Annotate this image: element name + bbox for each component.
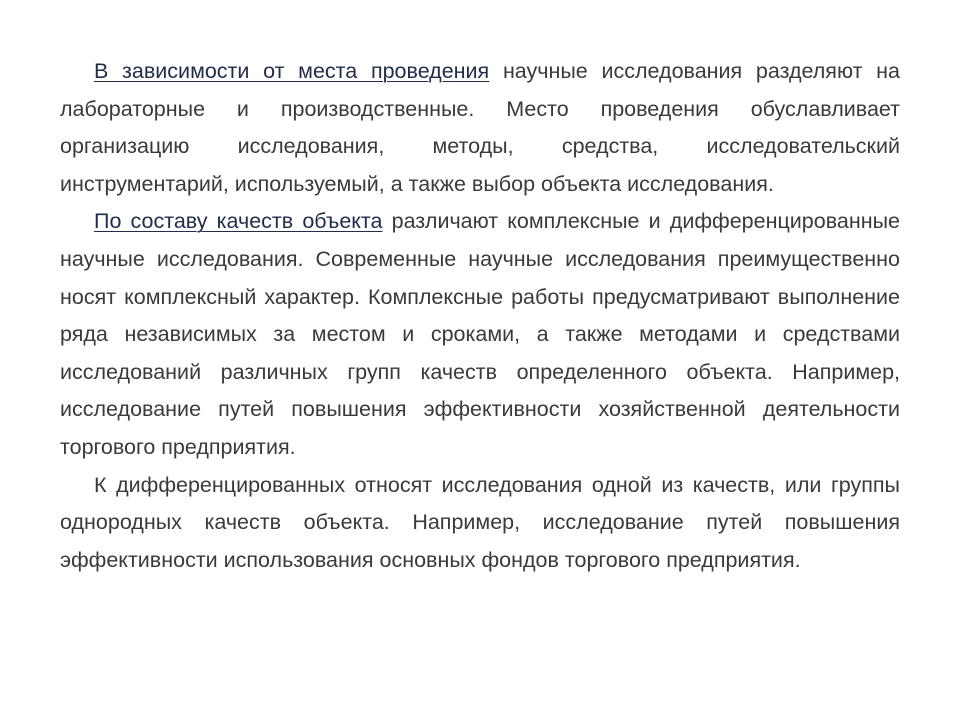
paragraph-text: К дифференцированных относят исследования одной из качеств, или группы однородных качеств объекта. Например, исследование путей повышения эффективности использования основных фондов торгового предприятия. <box>60 472 900 572</box>
paragraph-lead-underlined: В зависимости от места проведения <box>94 59 490 83</box>
paragraph-text: научные исследования разделяют на лабораторные и производственные. Место проведения обуславливает организацию исследования, методы, средства, исследовательский инструментарий, используемый, а также выбор объекта исследования. <box>60 59 900 196</box>
paragraph-composition-of-qualities <box>60 203 900 466</box>
paragraph-lead-underlined: По составу качеств объекта <box>94 209 383 234</box>
paragraph-differentiated <box>60 467 900 580</box>
paragraph-place-of-research <box>60 53 900 203</box>
paragraph-text: различают комплексные и дифференцированные научные исследования. Современные научные исследования преимущественно носят комплексный характер. Комплексные работы предусматривают выполнение ряда независимых за местом и сроками, а также методами и средствами исследований различных групп качеств определенного объекта. Например, исследование путей повышения эффективности хозяйственной деятельности торгового предприятия. <box>60 209 900 459</box>
